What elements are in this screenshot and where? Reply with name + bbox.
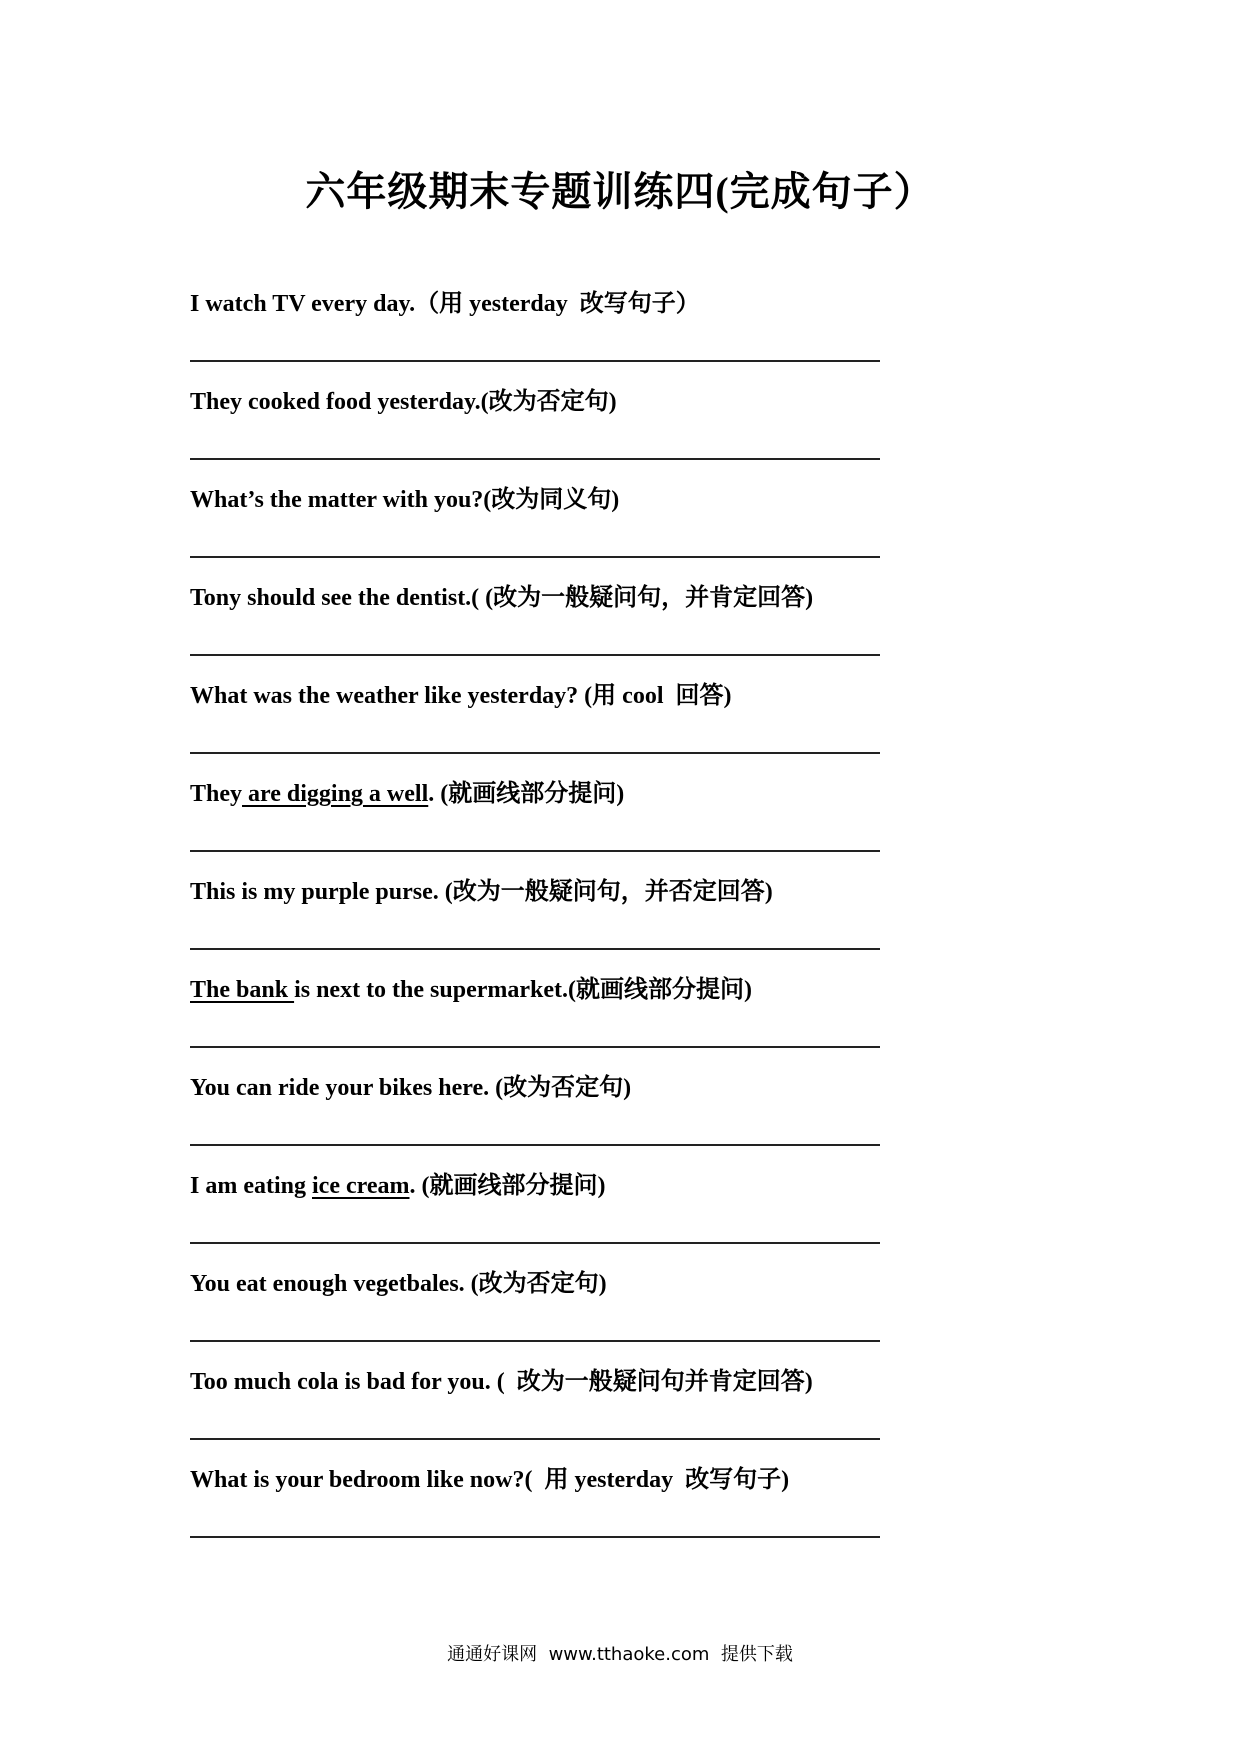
question-text: What is your bedroom like now?( 用 yesterday 改写句子) [190,1467,790,1493]
underlined-phrase: ice cream [312,1173,410,1199]
exercise-list [190,288,1090,1562]
exercise-item [190,1072,1090,1170]
answer-line[interactable] [190,654,880,656]
exercise-item [190,1464,1090,1562]
exercise-item [190,386,1090,484]
question-text: I am eating ice cream. (就画线部分提问) [190,1173,606,1199]
exercise-item [190,680,1090,778]
answer-line[interactable] [190,1046,880,1048]
question-text: What’s the matter with you?(改为同义句) [190,487,620,513]
exercise-item [190,288,1090,386]
underlined-phrase: The bank [190,977,295,1003]
question-text: They are digging a well. (就画线部分提问) [190,781,625,807]
exercise-item [190,1268,1090,1366]
exercise-item [190,778,1090,876]
exercise-item [190,876,1090,974]
question-text: The bank is next to the supermarket.(就画线部分提问) [190,977,753,1003]
footer-credit: 通通好课网 www.tthaoke.com 提供下载 [447,1644,793,1665]
question-text: Tony should see the dentist.( (改为一般疑问句，并肯定回答) [190,585,814,611]
exercise-item [190,484,1090,582]
exercise-item [190,582,1090,680]
question-text: They cooked food yesterday.(改为否定句) [190,389,617,415]
question-text: This is my purple purse. (改为一般疑问句，并否定回答) [190,879,773,905]
question-text: Too much cola is bad for you. ( 改为一般疑问句并肯定回答) [190,1369,813,1395]
answer-line[interactable] [190,1242,880,1244]
answer-line[interactable] [190,1536,880,1538]
exercise-item [190,1366,1090,1464]
question-text: You can ride your bikes here. (改为否定句) [190,1075,632,1101]
answer-line[interactable] [190,850,880,852]
answer-line[interactable] [190,752,880,754]
page-title: 六年级期末专题训练四(完成句子） [305,169,935,214]
answer-line[interactable] [190,1438,880,1440]
answer-line[interactable] [190,1144,880,1146]
exercise-item [190,974,1090,1072]
question-text: You eat enough vegetbales. (改为否定句) [190,1271,607,1297]
question-text: I watch TV every day.（用 yesterday 改写句子） [190,291,700,317]
answer-line[interactable] [190,948,880,950]
exercise-item [190,1170,1090,1268]
question-text: What was the weather like yesterday? (用 cool 回答) [190,683,732,709]
answer-line[interactable] [190,458,880,460]
answer-line[interactable] [190,360,880,362]
answer-line[interactable] [190,556,880,558]
underlined-phrase: are digging a well [242,781,429,807]
answer-line[interactable] [190,1340,880,1342]
